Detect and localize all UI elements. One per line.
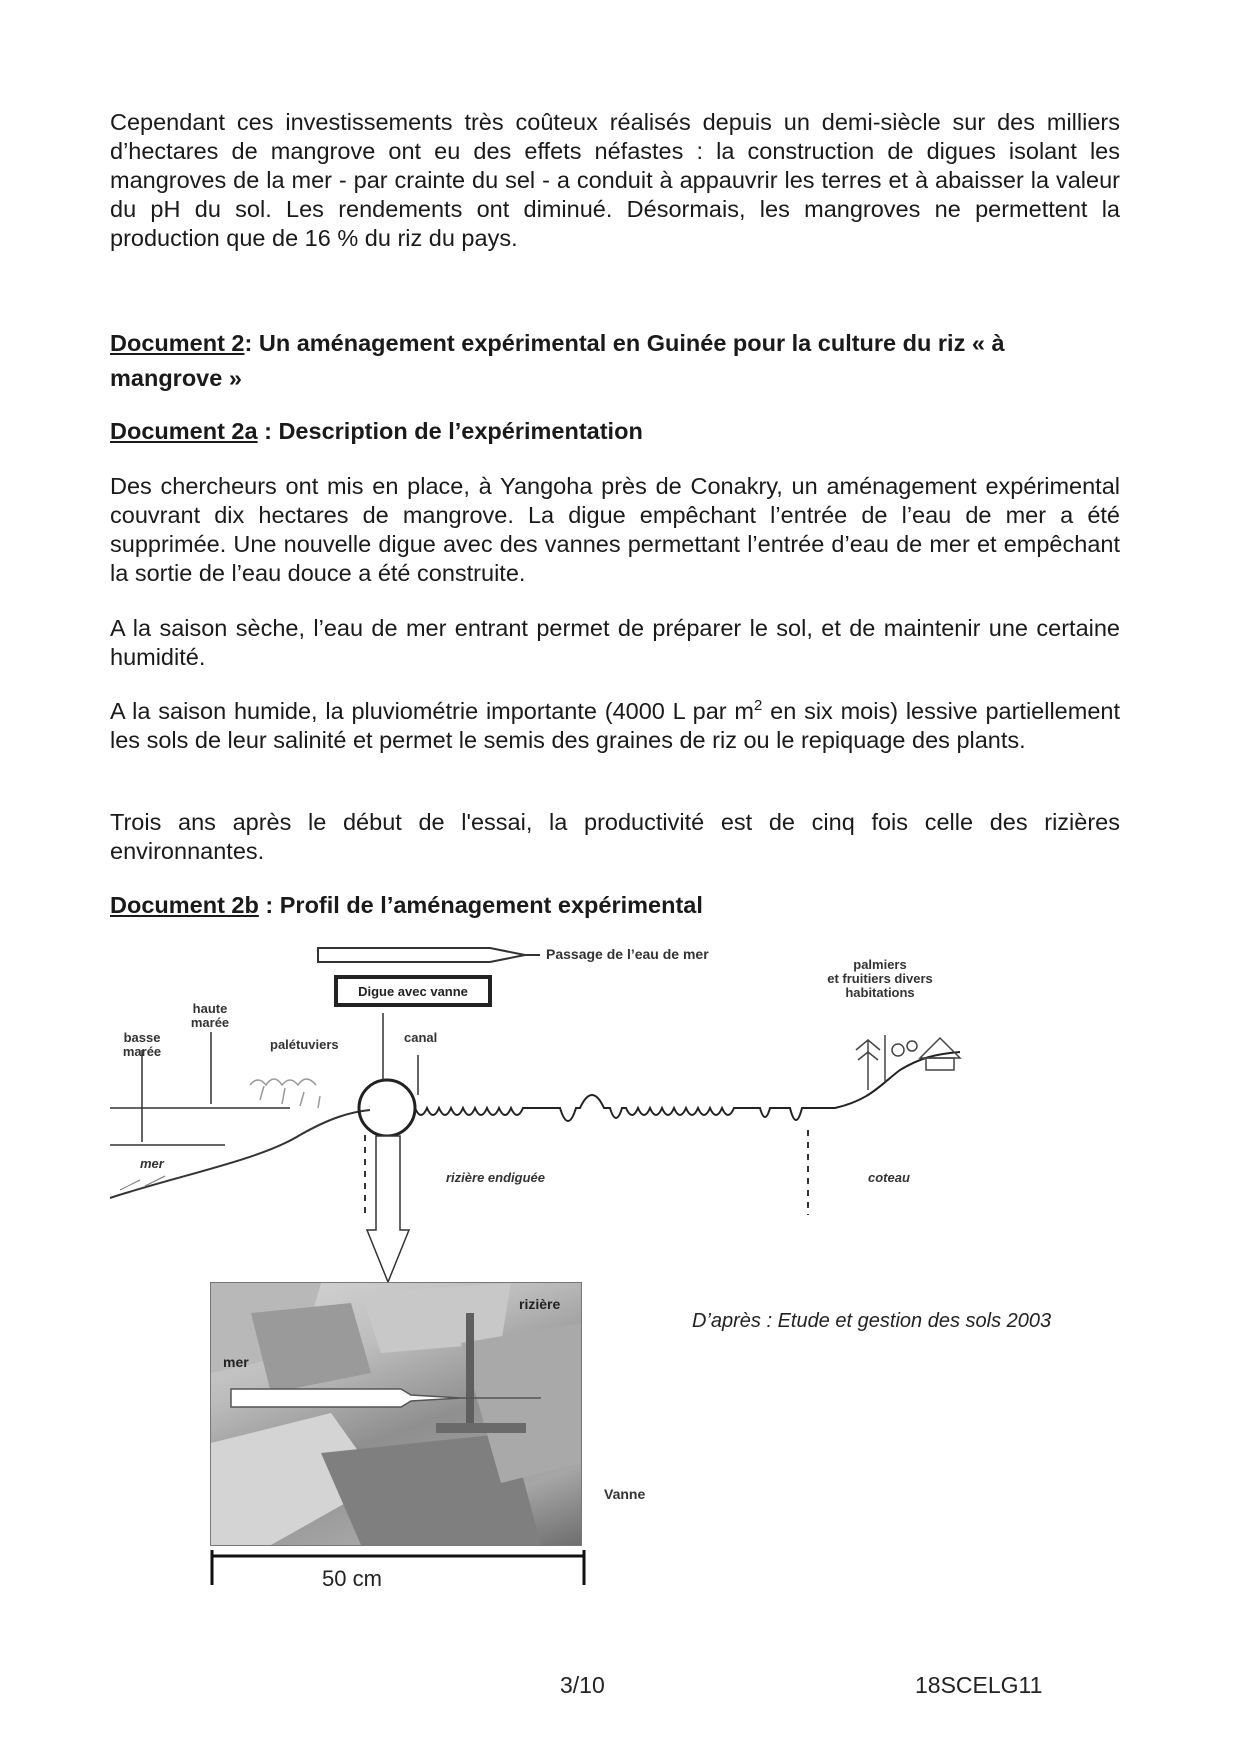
document-2b-label: Document 2b: [110, 892, 259, 918]
haute-maree-label: haute marée: [190, 1001, 230, 1030]
document-2b-title: : Profil de l’aménagement expérimental: [258, 892, 703, 918]
source-caption: D’après : Etude et gestion des sols 2003: [692, 1310, 1052, 1332]
passage-label: Passage de l’eau de mer: [546, 946, 709, 962]
sea-floor: [110, 1110, 370, 1198]
vanne-label: Vanne: [604, 1486, 646, 1502]
coteau-sketch: [856, 1035, 960, 1090]
coteau-label: coteau: [868, 1170, 910, 1185]
doc2a-paragraph-4: Trois ans après le début de l'essai, la productivité est de cinq fois celle des rizières environnantes.: [110, 809, 1120, 864]
scale-label: 50 cm: [322, 1566, 382, 1591]
passage-arrow: [318, 948, 540, 962]
doc2a-p3-sup: 2: [754, 697, 763, 715]
down-arrow: [367, 1136, 409, 1282]
doc2a-paragraph-2: A la saison sèche, l’eau de mer entrant permet de préparer le sol, et de maintenir une certaine humidité.: [110, 615, 1120, 670]
scale-bar: [212, 1550, 584, 1585]
document-2a-label: Document 2a: [110, 418, 258, 444]
vanne-photo: [210, 1282, 582, 1546]
rizieres-label: rizière endiguée: [446, 1170, 545, 1185]
paletuviers-label: palétuviers: [270, 1037, 339, 1052]
photo-riziere-label: rizière: [519, 1296, 561, 1312]
intro-paragraph: Cependant ces investissements très coûteux réalisés depuis un demi-siècle sur des milliers d’hectares de mangrove ont eu des effets néfastes : la construction de digues isolant les mangroves de la mer - par crainte du sel - a conduit à appauvrir les terres et à abaisser la valeur du pH du sol. Les rendements ont diminué. Désormais, les mangroves ne permettent la production que de 16 % du riz du pays.: [110, 109, 1120, 251]
mangrove-sketch: [250, 1079, 320, 1108]
document-2-title: : Un aménagement expérimental en Guinée pour la culture du riz « à mangrove »: [110, 330, 1005, 391]
mer-label: mer: [140, 1156, 164, 1171]
doc2a-p3-before: A la saison humide, la pluviométrie importante (4000 L par m: [110, 698, 754, 724]
document-code: 18SCELG11: [915, 1672, 1043, 1698]
riziere-ground: [415, 1052, 960, 1121]
canal-label: canal: [404, 1030, 438, 1045]
photo-sketch: [211, 1283, 581, 1545]
digue-label: Digue avec vanne: [358, 983, 468, 999]
dike-circle: [359, 1080, 415, 1136]
doc2a-p3-after: en six mois) lessive partiellement les sols de leur salinité et permet le semis des graines de riz ou le repiquage des plants.: [110, 698, 1120, 753]
document-2-label: Document 2: [110, 330, 245, 356]
photo-mer-label: mer: [223, 1354, 249, 1370]
doc2a-paragraph-1: Des chercheurs ont mis en place, à Yangoha près de Conakry, un aménagement expérimental couvrant dix hectares de mangrove. La digue empêchant l’entrée de l’eau de mer a été supprimée. Une nouvelle digue avec des vannes permettant l’entrée d’eau de mer et empêchant la sortie de l’eau douce a été construite.: [110, 473, 1120, 586]
palmiers-label: palmiers et fruitiers divers habitations: [827, 957, 933, 1000]
basse-maree-label: basse marée: [122, 1030, 162, 1059]
document-2a-title: : Description de l’expérimentation: [257, 418, 643, 444]
digue-box: [334, 975, 492, 1007]
page-number: 3/10: [560, 1672, 605, 1698]
